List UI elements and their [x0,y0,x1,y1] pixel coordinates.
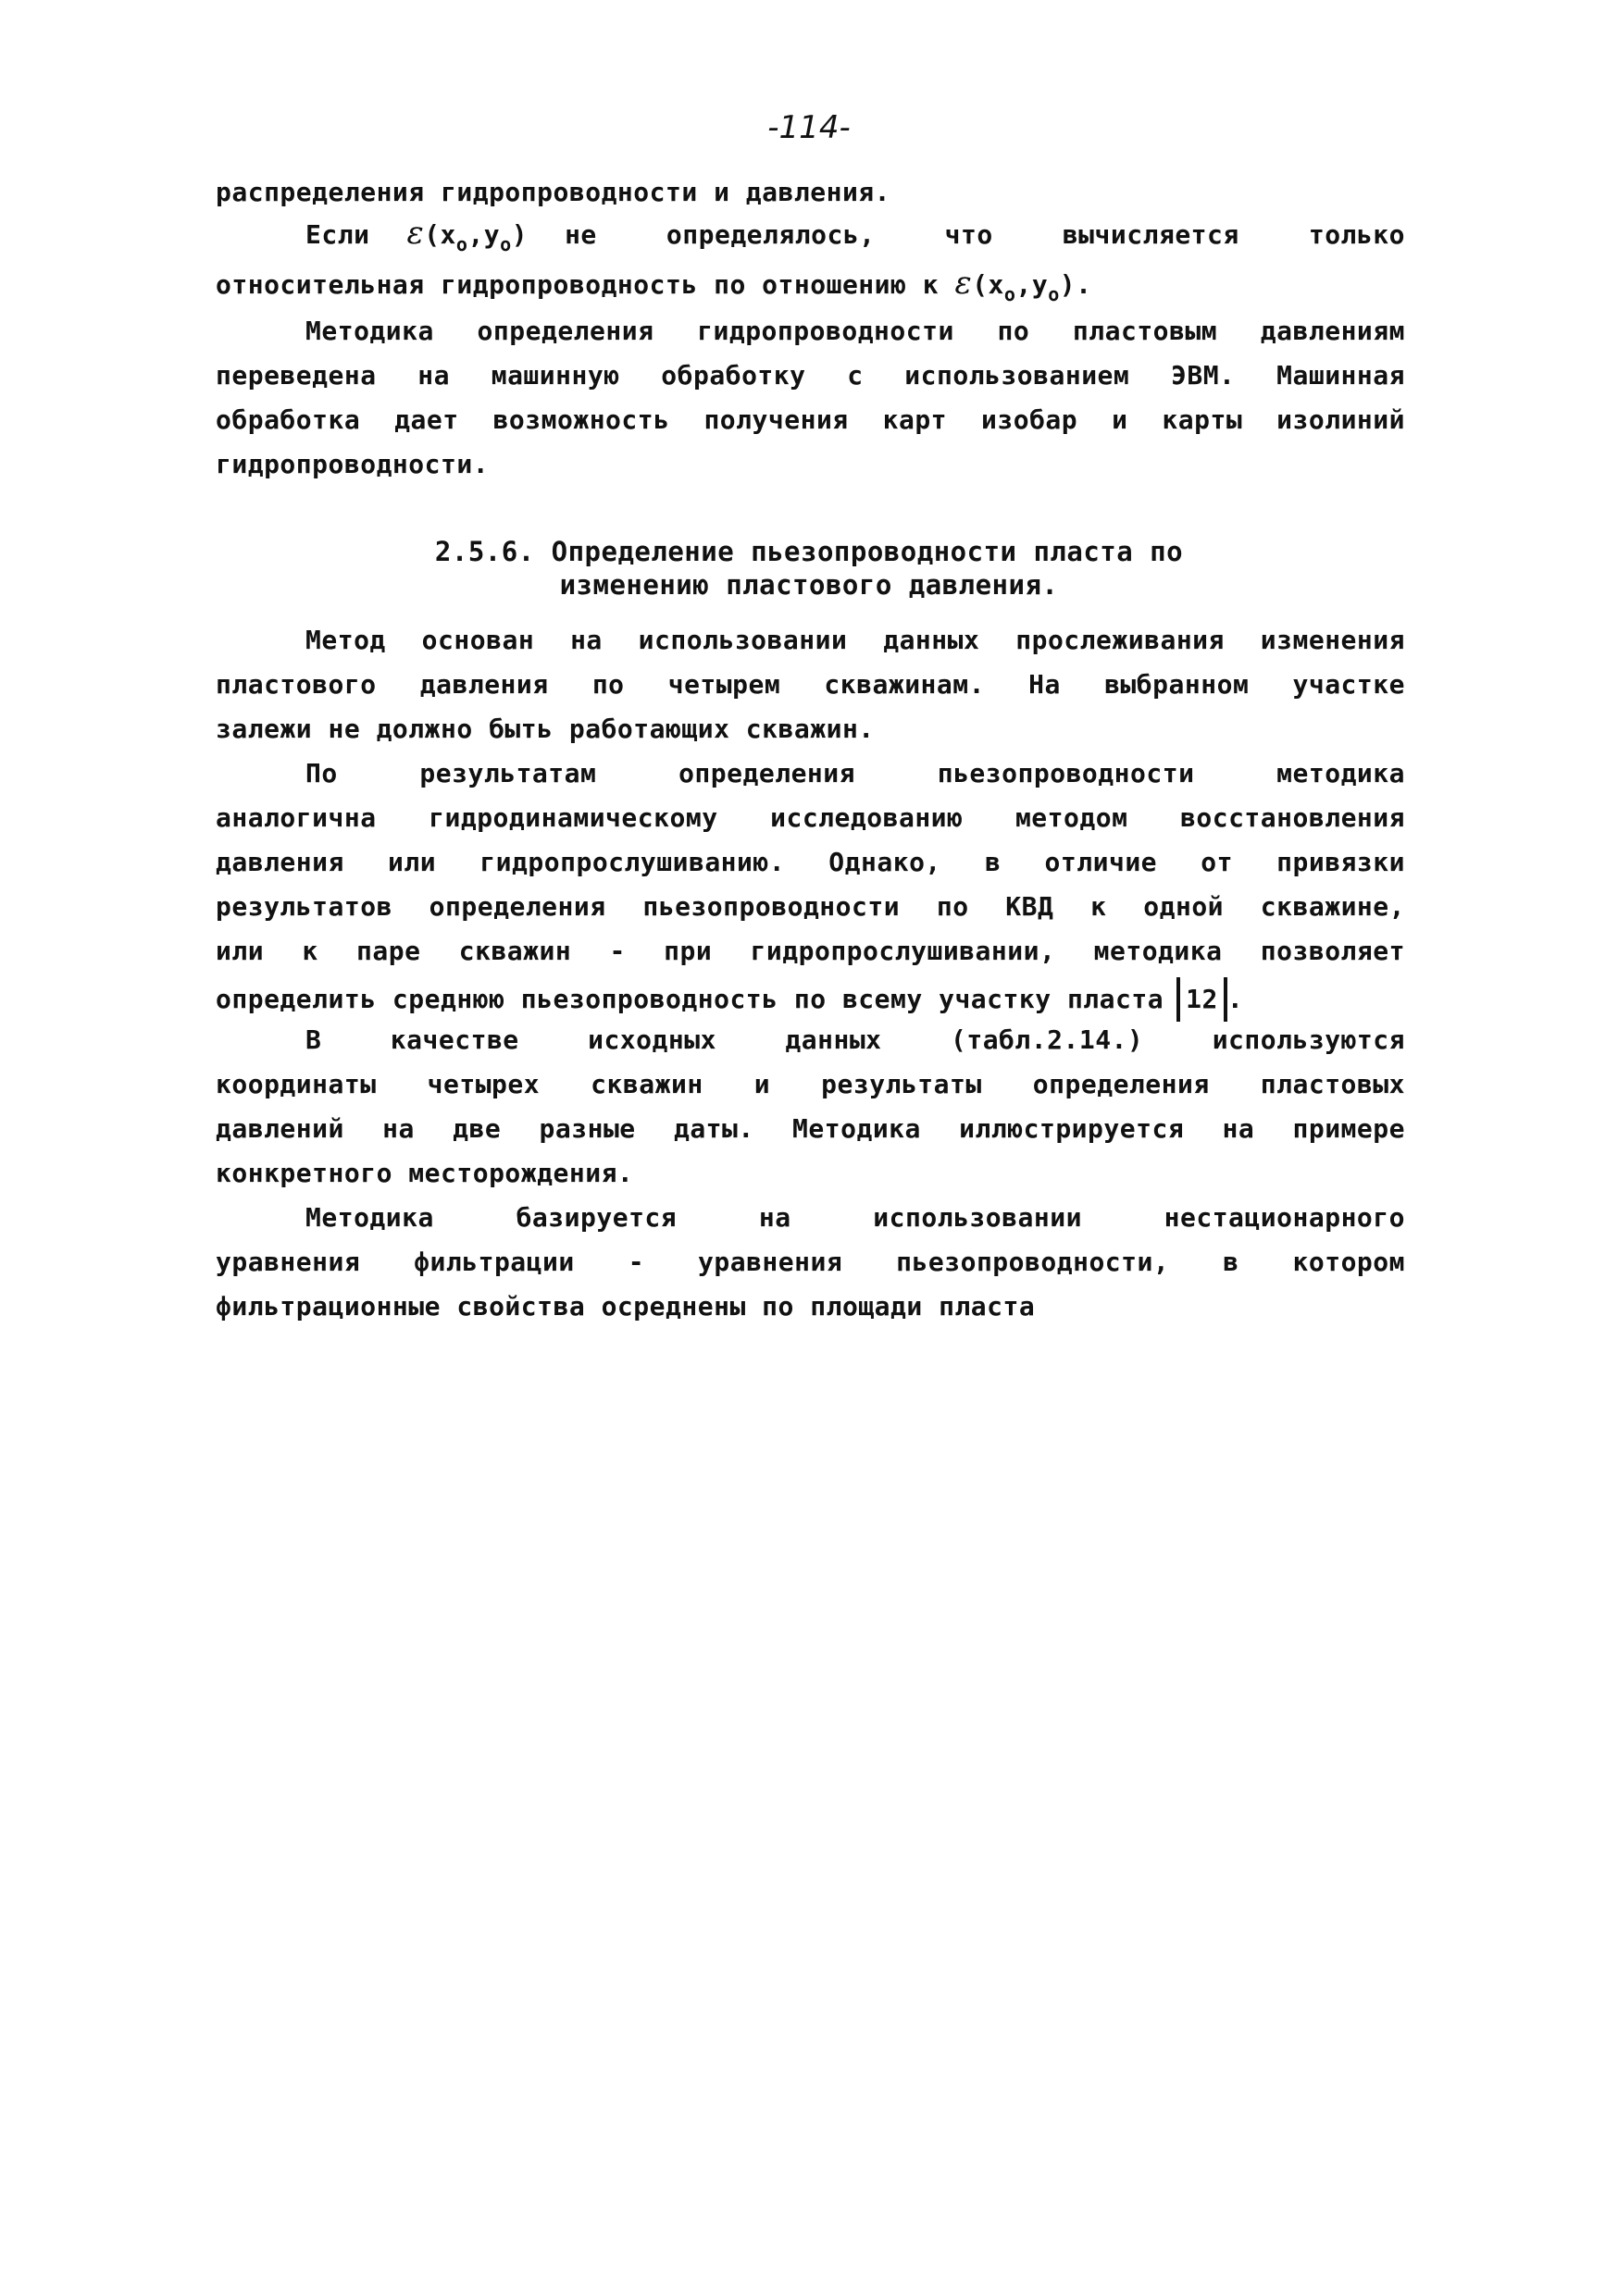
reference-bracket: 12 [1176,977,1227,1022]
line-text: определить среднюю пьезопроводность по всему участку пласта [216,984,1164,1014]
text-line: результатов определения пьезопроводности по КВД к одной скважине, [216,891,1405,922]
text-line [216,265,1405,313]
text-line: В качестве исходных данных (табл.2.14.) используются [305,1024,1405,1055]
text-line [305,215,1405,263]
subscript: о [455,233,468,255]
section-heading: 2.5.6. Определение пьезопроводности пласта по [434,536,1184,567]
formula-epsilon [406,215,528,263]
text-line: фильтрационные свойства осреднены по площади пласта [216,1291,1036,1322]
period: . [1226,984,1244,1014]
text-line: распределения гидропроводности и давления. [216,177,891,207]
text-line: залежи не должно быть работающих скважин. [216,714,875,744]
text-line: пластового давления по четырем скважинам. На выбранном участке [216,669,1405,700]
text-line: координаты четырех скважин и результаты определения пластовых [216,1069,1405,1099]
formula-part: ) [511,219,529,250]
text-line: По результатам определения пьезопроводности методика [305,758,1405,788]
text-line: обработка дает возможность получения карт изобар и карты изолиний [216,404,1405,435]
page-number: -114- [767,109,851,146]
subscript: о [1048,283,1060,305]
formula-part: ,y [467,219,501,250]
formula-part: ,y [1015,269,1049,300]
text-line: или к паре скважин - при гидропрослушивании, методика позволяет [216,936,1405,966]
text-line: конкретного месторождения. [216,1158,634,1188]
formula-epsilon [954,265,1092,305]
subscript: о [1003,283,1016,305]
text-line: давления или гидропрослушиванию. Однако, в отличие от привязки [216,847,1405,877]
text-line: аналогична гидродинамическому исследованию методом восстановления [216,802,1405,833]
epsilon-symbol: ε [406,215,425,252]
subscript: о [500,233,512,255]
text-line: уравнения фильтрации - уравнения пьезопроводности, в котором [216,1247,1405,1277]
text-line: давлений на две разные даты. Методика иллюстрируется на примере [216,1113,1405,1144]
line-rest: не определялось, что вычисляется только [565,219,1405,250]
text-line: Методика базируется на использовании нестационарного [305,1202,1405,1233]
formula-part: (x [424,219,456,250]
word: Если [305,219,370,250]
text-line: гидропроводности. [216,449,490,479]
line-text: относительная гидропроводность по отношению к [216,269,940,300]
text-line [216,977,1405,1022]
text-line: Методика определения гидропроводности по пластовым давлениям [305,316,1405,346]
text-line: переведена на машинную обработку с использованием ЭВМ. Машинная [216,360,1405,391]
epsilon-symbol: ε [954,265,973,302]
text-line: Метод основан на использовании данных прослеживания изменения [305,625,1405,655]
formula-part: ). [1059,269,1092,300]
formula-part: (x [972,269,1004,300]
section-heading: изменению пластового давления. [559,569,1059,601]
